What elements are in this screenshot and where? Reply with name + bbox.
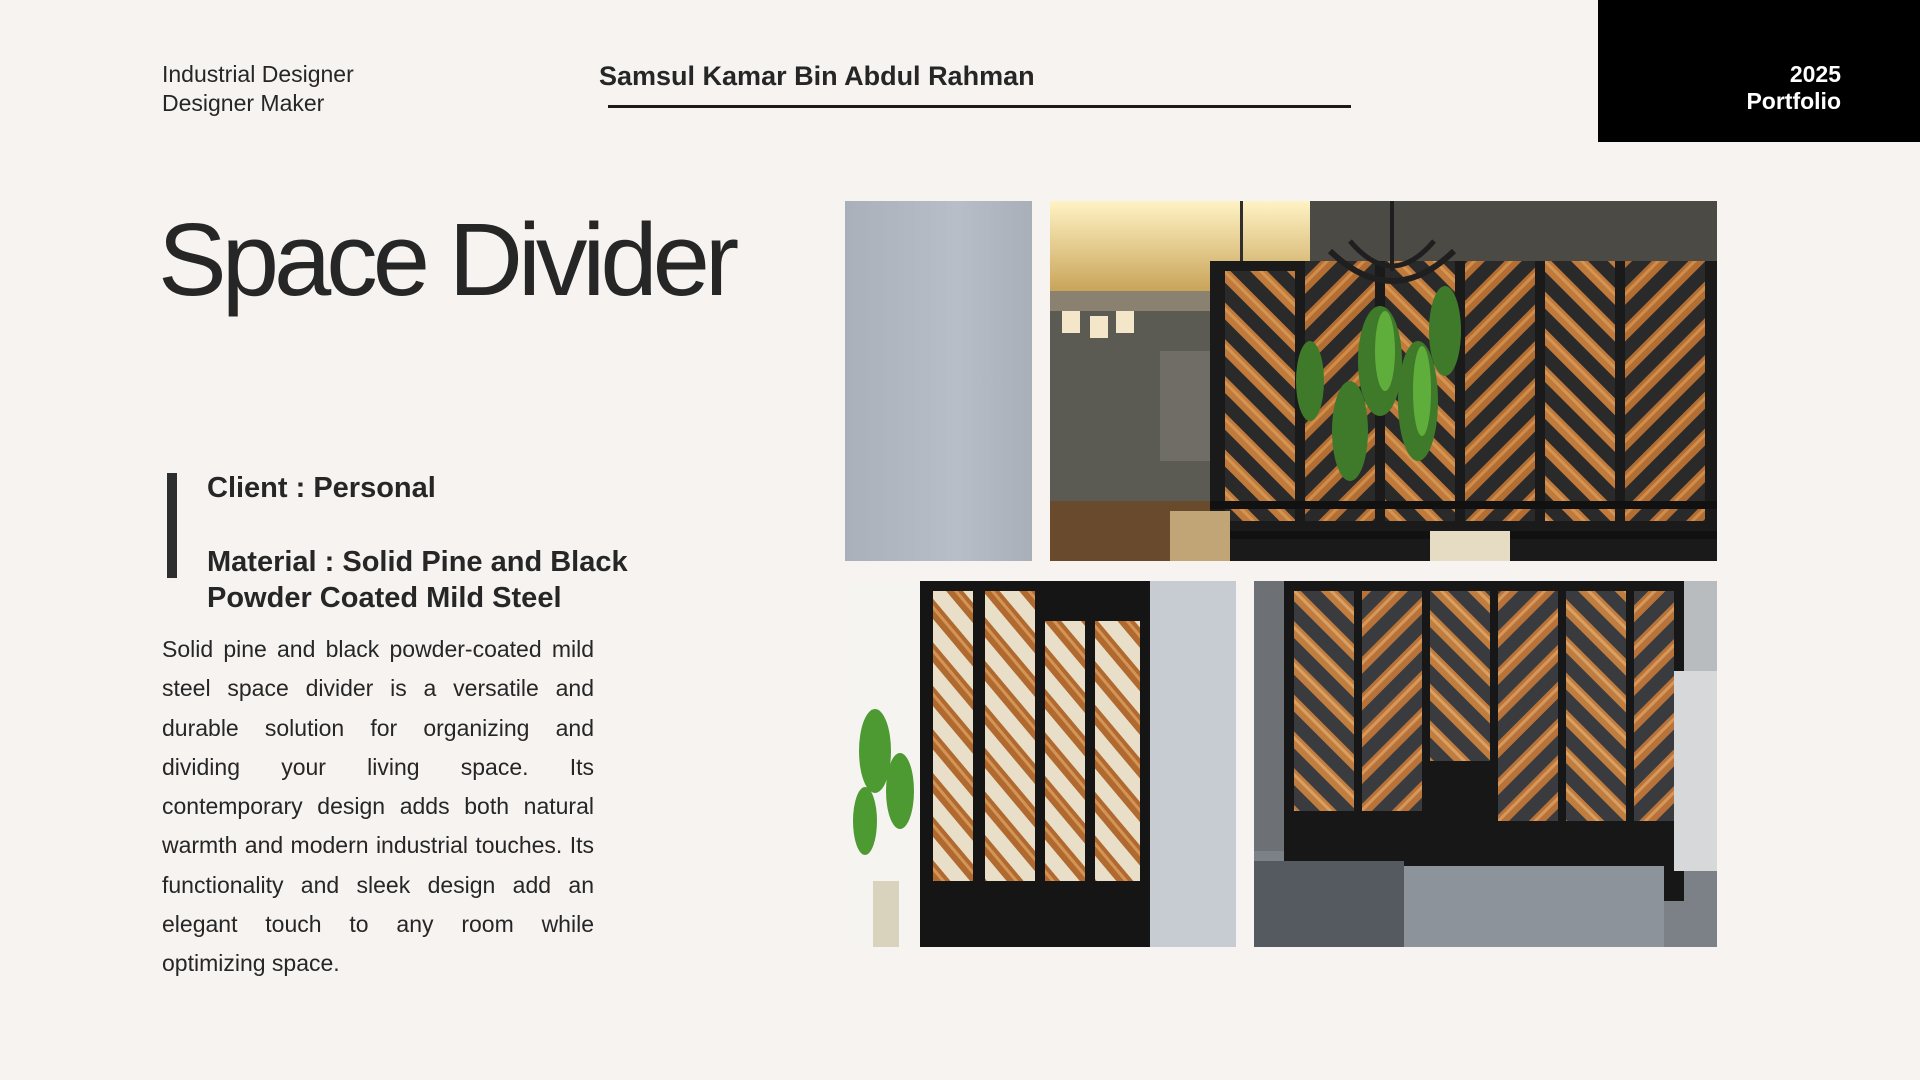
material-line-2: Powder Coated Mild Steel [207, 582, 562, 614]
material-line-1: Material : Solid Pine and Black [207, 546, 628, 578]
author-underline [608, 105, 1351, 108]
designer-roles [162, 60, 354, 118]
accent-bar [167, 473, 177, 578]
author-name: Samsul Kamar Bin Abdul Rahman [599, 61, 1035, 91]
badge-year: 2025 [1789, 61, 1841, 87]
photo-divider-staircase [1254, 581, 1717, 947]
role-industrial-designer: Industrial Designer [162, 61, 354, 87]
project-description: Solid pine and black powder-coated mild steel space divider is a versatile and durable solution for organizing and dividing your living space. Its contemporary design adds both natural warmth and modern industrial touches. Its functionality and sleek design add an elegant touch to any room while optimizing space. [162, 636, 594, 977]
project-meta [207, 470, 628, 616]
color-swatch [845, 201, 1032, 561]
photo-divider-doorway [845, 581, 1236, 947]
photo-divider-dining-room [1050, 201, 1717, 561]
portfolio-badge [1598, 0, 1920, 142]
badge-label: Portfolio [1746, 88, 1841, 114]
page-title: Space Divider [158, 202, 735, 317]
client-line: Client : Personal [207, 472, 436, 504]
role-designer-maker: Designer Maker [162, 90, 325, 116]
